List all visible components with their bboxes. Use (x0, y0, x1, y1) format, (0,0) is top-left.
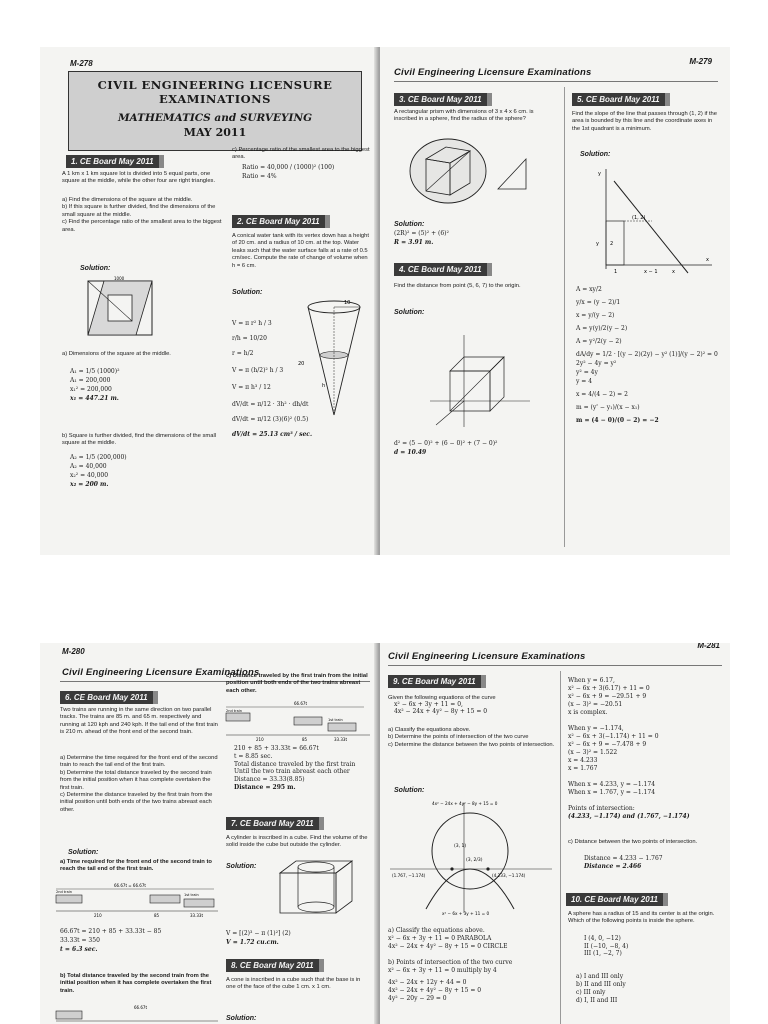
cylinder-in-cube-figure (276, 855, 360, 919)
bottom-book-spread (40, 643, 730, 1024)
problem-1c-math (242, 163, 334, 181)
radius-label: 10 (344, 300, 351, 306)
math-line: x₂² = 40,000 (70, 472, 109, 479)
problem-6-statement: Two trains are running in the same direction on two parallel tracks. The trains are 85 m. and 65 m. respectively and running at 120 kph and 240 kph. If the tail end of the first train is 210 m. ahead of the front end of the second train. (60, 707, 218, 736)
trains-figure-a (54, 881, 220, 921)
math-line: V = [(2)³ − π (1)²] (2) (226, 930, 291, 937)
problem-9-heading: 9. CE Board May 2011 (388, 675, 486, 688)
math-line: When y = 6.17, (568, 677, 615, 684)
problem-9-parts (388, 727, 556, 749)
vertex-label: (3, 2/3) (466, 858, 483, 863)
problem-10-heading: 10. CE Board May 2011 (566, 893, 668, 906)
train-label: 2nd train (226, 709, 242, 713)
math-line: dV/dt = π/12 · 3h² · dh/dt (232, 401, 309, 408)
equation: x² − 6x + 3y + 11 = 0, (394, 701, 463, 708)
math-result: x₂ = 200 m. (70, 481, 109, 488)
base-label-x: x (672, 269, 675, 275)
math-line: dA/dy = 1/2 · [(y − 2)(2y) − y² (1)]/(y − 2)² = 0 (576, 351, 718, 358)
problem-4-math (394, 439, 497, 457)
problem-9b-block (388, 959, 512, 1003)
page-number: M-280 (62, 647, 85, 656)
top-book-spread (40, 47, 730, 555)
math-line: r/h = 10/20 (232, 335, 267, 342)
problem-6b-text: b) Total distance traveled by the second train from the initial position when it has complete overtaken the first train. (60, 973, 212, 994)
figure-dimension-label: 1000 (114, 276, 125, 281)
distance-label: 66.67t (134, 1005, 148, 1010)
distance-label: 66.67t = 66.67t (114, 883, 146, 888)
math-line: b) Points of intersection of the two curve (388, 959, 513, 966)
side-label-2: 2 (610, 241, 614, 247)
math-line: dV/dt = π/12 (3)(6)² (0.5) (232, 416, 309, 423)
intersection-right-label: (4.233, −1.174) (492, 873, 526, 878)
problem-3-statement: A rectangular prism with dimensions of 3 x 4 x 6 cm. is inscribed in a sphere, find the radius of the sphere? (394, 109, 534, 123)
column-divider (564, 87, 565, 547)
math-line: A₁ = 200,000 (70, 377, 111, 384)
page-number: M-278 (70, 59, 93, 68)
math-line: 4x² − 24x + 4y² − 8y + 15 = 0 (388, 987, 482, 994)
banner-title: CIVIL ENGINEERING LICENSURE EXAMINATIONS (97, 78, 333, 106)
base-label-x-1: x − 1 (644, 269, 658, 275)
problem-9a-block (388, 927, 507, 951)
math-result: t = 6.3 sec. (60, 946, 98, 953)
parabola-circle-figure (386, 797, 556, 917)
equation: 4x² − 24x + 4y² − 8y + 15 = 0 (394, 708, 488, 715)
choice-item: c) III only (576, 989, 606, 996)
problem-9-part-c: c) Determine the distance between the two points of intersection. (388, 741, 555, 748)
square-lot-figure (84, 275, 160, 339)
base-label-1: 1 (614, 269, 618, 275)
distance-label: 33.33t (190, 913, 204, 918)
conical-tank-figure (298, 295, 368, 425)
distance-label: 66.67t (294, 701, 308, 706)
problem-6-part-c: c) Determine the distance traveled by the first train from the initial position until both ends of the two trains abreast each other. (60, 792, 213, 813)
math-line: A₂ = 40,000 (70, 463, 107, 470)
distance-label: 33.33t (334, 737, 348, 742)
point-label: (1, 2) (632, 215, 646, 221)
problem-10-statement: A sphere has a radius of 15 and its center is at the origin. Which of the following points is inside the sphere. (568, 911, 715, 925)
math-line: 33.33t = 350 (60, 937, 100, 944)
math-line: (x − 3)² = 1.522 (568, 749, 618, 756)
math-line: x² − 6x + 9 = −29.51 + 9 (568, 693, 647, 700)
trains-figure-b (54, 1005, 220, 1024)
problem-9c-math (584, 855, 663, 871)
math-line: 66.67t = 210 + 85 + 33.33t − 85 (60, 928, 162, 935)
math-line: (2R)² = (5)² + (6)² (394, 230, 449, 237)
math-line: Ratio = 40,000 / (1000)² (100) (242, 164, 335, 171)
exam-title-banner (68, 71, 362, 151)
distance-label: 85 (154, 913, 160, 918)
math-line: When y = −1.174, (568, 725, 624, 732)
math-line: d² = (5 − 0)² + (6 − 0)² + (7 − 0)² (394, 440, 498, 447)
math-line: 2y² − 4y = y² (576, 360, 617, 367)
running-head: Civil Engineering Licensure Examinations (62, 667, 260, 678)
problem-1-parts (62, 197, 222, 234)
parabola-equation-label: x² − 6x + 3y + 11 = 0 (442, 911, 490, 916)
problem-4-statement: Find the distance from point (5, 6, 7) to the origin. (394, 283, 521, 289)
problem-1-part-c: c) Find the percentage ratio of the smallest area to the biggest area. (62, 219, 222, 233)
solution-label: Solution: (226, 863, 257, 870)
math-line: A = y²/2(y − 2) (576, 338, 622, 345)
circle-equation-label: 4x² − 24x + 4y² − 8y + 15 = 0 (432, 801, 498, 806)
problem-2-heading: 2. CE Board May 2011 (232, 215, 330, 228)
solution-label: Solution: (394, 221, 425, 228)
problem-1b-text: b) Square is further divided, find the dimensions of the small square at the middle. (62, 433, 217, 447)
choice-item: d) I, II and III (576, 997, 618, 1004)
distance-label: 210 (94, 913, 102, 918)
math-line: x² − 6x + 3(−1.174) + 11 = 0 (568, 733, 659, 740)
point-item: II (−10, −8, 4) (584, 942, 629, 950)
problem-3-heading: 3. CE Board May 2011 (394, 93, 492, 106)
problem-1a-text: a) Dimensions of the square at the middle. (62, 351, 171, 357)
math-line: A₁ = 1/5 (1000)² (70, 368, 120, 375)
math-line: t = 8.85 sec. (234, 752, 273, 760)
math-line: y/x = (y − 2)/1 (576, 299, 621, 306)
distance-label: 210 (256, 737, 264, 742)
math-line: V = π (h/2)² h / 3 (232, 367, 284, 374)
math-result: m = (4 − 0)/(0 − 2) = −2 (576, 417, 659, 424)
page-number: M-279 (689, 57, 712, 66)
trains-figure-c (224, 701, 372, 743)
solution-label: Solution: (226, 1015, 257, 1022)
math-result: Distance = 2.466 (584, 863, 642, 870)
problem-1-part-a: a) Find the dimensions of the square at the middle. (62, 197, 193, 203)
header-rule (388, 665, 722, 666)
math-line: m = (y' − y₁)/(x − x₁) (576, 404, 640, 411)
inscribed-prism-figure (406, 137, 546, 207)
math-line: A = xy/2 (576, 286, 602, 293)
problem-9-part-a: a) Classify the equations above. (388, 727, 471, 733)
math-line: A = y(y)/2(y − 2) (576, 325, 628, 332)
solution-label: Solution: (394, 787, 425, 794)
solution-label: Solution: (68, 849, 99, 856)
column-divider (560, 671, 561, 1024)
problem-6c-math (234, 745, 355, 792)
problem-7-statement: A cylinder is inscribed in a cube. Find the volume of the solid inside the cube but outside the cylinder. (226, 835, 368, 849)
solution-label: Solution: (394, 309, 425, 316)
math-result: x₁ = 447.21 m. (70, 395, 119, 402)
problem-6-heading: 6. CE Board May 2011 (60, 691, 158, 704)
math-line: Total distance traveled by the first train (234, 760, 356, 768)
math-line: x² − 6x + 3y + 11 = 0 PARABOLA (388, 935, 492, 942)
problem-10-points (584, 935, 628, 958)
math-line: 210 + 85 + 33.33t = 66.67t (234, 745, 319, 752)
math-line: y² = 4y (576, 369, 598, 376)
math-line: Ratio = 4% (242, 173, 277, 180)
math-line: Distance = 4.233 − 1.767 (584, 855, 663, 862)
math-result: d = 10.49 (394, 449, 427, 456)
problem-1-statement: A 1 km x 1 km square lot is divided into 5 equal parts, one square at the middle, while the other four are right triangles. (62, 171, 216, 185)
problem-6-part-b: b) Determine the total distance traveled by the second train from the initial position when it has complete overtaken the first train. (60, 769, 212, 791)
problem-10-choices (576, 973, 626, 1005)
problem-4-heading: 4. CE Board May 2011 (394, 263, 492, 276)
problem-1b-math (70, 453, 127, 489)
train-label: 1st train (328, 718, 343, 722)
train-label: 1st train (184, 893, 199, 897)
math-line: a) Classify the equations above. (388, 927, 485, 934)
problem-9-statement: Given the following equations of the curve (388, 695, 496, 701)
axis-label-y: y (598, 171, 601, 177)
side-label-y: y (596, 241, 599, 247)
math-line: Distance = 33.33(8.85) (234, 776, 305, 784)
math-line: r = h/2 (232, 350, 254, 357)
problem-6c-text: c) Distance traveled by the first train from the initial position until both ends of the two trains abreast each other. (226, 673, 368, 694)
distance-label: 85 (302, 737, 308, 742)
math-result: V = 1.72 cu.cm. (226, 939, 279, 946)
solution-label: Solution: (232, 289, 263, 296)
page-m278 (40, 47, 378, 555)
point-item: I (4, 0, −12) (584, 935, 621, 942)
height-label: 20 (298, 361, 305, 367)
math-line: Points of intersection: (568, 805, 635, 812)
center-label: (3, 1) (454, 844, 467, 849)
problem-7-math (226, 929, 291, 947)
math-line: x is complex. (568, 709, 608, 716)
math-line: x² − 6x + 9 = −7.478 + 9 (568, 741, 647, 748)
math-line: 4x² − 24x + 12y + 44 = 0 (388, 979, 467, 986)
running-head: Civil Engineering Licensure Examinations (394, 67, 592, 78)
train-label: 2nd train (56, 890, 72, 894)
page-number: M-281 (697, 643, 720, 650)
problem-9-equations (394, 701, 487, 715)
math-line: x = 1.767 (568, 765, 598, 772)
page-m281 (380, 643, 730, 1024)
problem-5-statement: Find the slope of the line that passes through (1, 2) if the area is bounded by this line and the coordinate axes in the 1st quadrant is a minimum. (572, 111, 718, 132)
problem-5-math (576, 285, 718, 425)
math-result: Distance = 295 m. (234, 783, 296, 791)
math-line: When x = 1.767, y = −1.174 (568, 789, 656, 796)
math-line: x² − 6x + 3y + 11 = 0 multiply by 4 (388, 967, 497, 974)
problem-3-math (394, 229, 449, 247)
intersection-calculation (568, 677, 690, 821)
page-m279 (380, 47, 730, 555)
intersection-left-label: (1.767, −1.174) (392, 873, 426, 878)
water-height-label: h (322, 383, 326, 389)
math-line: V = π h³ / 12 (232, 384, 271, 391)
problem-2-statement: A conical water tank with its vertex down has a height of 20 cm. and a radius of 10 cm. at the top. Water leaks such that the water surface falls at a rate of 0.5 cm/sec. Compute the rate of change of volume when h = 6 cm. (232, 233, 369, 269)
choice-item: a) I and III only (576, 973, 624, 980)
page-m280 (40, 643, 378, 1024)
problem-5-heading: 5. CE Board May 2011 (572, 93, 670, 106)
math-line: Until the two train abreast each other (234, 768, 350, 776)
problem-9c-text: c) Distance between the two points of intersection. (568, 839, 698, 845)
banner-subject: MATHEMATICS and SURVEYING (117, 112, 313, 124)
problem-8-statement: A cone is inscribed in a cube such that the base is in one of the face of the cube 1 cm. x 1 cm. (226, 977, 361, 991)
point-item: III (1, −2, 7) (584, 950, 622, 957)
problem-1c-text: c) Percentage ratio of the smallest area to the biggest area. (232, 147, 370, 161)
math-line: x₁² = 200,000 (70, 386, 112, 393)
problem-1a-math (70, 367, 120, 403)
3d-distance-figure (420, 331, 540, 431)
math-line: x = 4/(4 − 2) = 2 (576, 391, 628, 398)
problem-6-parts (60, 755, 218, 814)
problem-7-heading: 7. CE Board May 2011 (226, 817, 324, 830)
math-result: dV/dt = 25.13 cm³ / sec. (232, 431, 313, 438)
math-line: x² − 6x + 3(6.17) + 11 = 0 (568, 685, 650, 692)
math-line: (x − 3)² = −20.51 (568, 701, 623, 708)
choice-item: b) II and III only (576, 981, 626, 988)
axis-label-x: x (706, 257, 709, 263)
math-line: When x = 4.233, y = −1.174 (568, 781, 656, 788)
math-line: V = π r² h / 3 (232, 320, 272, 327)
math-line: x = 4.233 (568, 757, 598, 764)
solution-label: Solution: (580, 151, 611, 158)
math-line: 4y² − 20y − 29 = 0 (388, 995, 447, 1002)
math-result: R = 3.91 m. (394, 239, 434, 246)
banner-date: MAY 2011 (183, 126, 247, 139)
problem-9-part-b: b) Determine the points of intersection of the two curve (388, 734, 529, 741)
problem-8-heading: 8. CE Board May 2011 (226, 959, 324, 972)
problem-1-part-b: b) If this square is further divided, find the dimensions of the small square at the middle. (62, 204, 216, 218)
running-head: Civil Engineering Licensure Examinations (388, 651, 586, 662)
problem-6a-text: a) Time required for the front end of the second train to reach the tail end of the first train. (60, 859, 212, 873)
problem-6a-math (60, 927, 161, 954)
math-result: (4.233, −1.174) and (1.767, −1.174) (568, 813, 690, 820)
math-line: x = y/(y − 2) (576, 312, 615, 319)
math-line: 4x² − 24x + 4y² − 8y + 15 = 0 CIRCLE (388, 943, 508, 950)
line-slope-figure (592, 165, 718, 275)
header-rule (394, 81, 718, 82)
solution-label: Solution: (80, 265, 111, 272)
math-line: y = 4 (576, 378, 593, 385)
problem-6-part-a: a) Determine the time required for the front end of the second train to reach the tail end of the first train. (60, 755, 218, 769)
problem-1-heading: 1. CE Board May 2011 (66, 155, 164, 168)
math-line: A₂ = 1/5 (200,000) (70, 454, 127, 461)
